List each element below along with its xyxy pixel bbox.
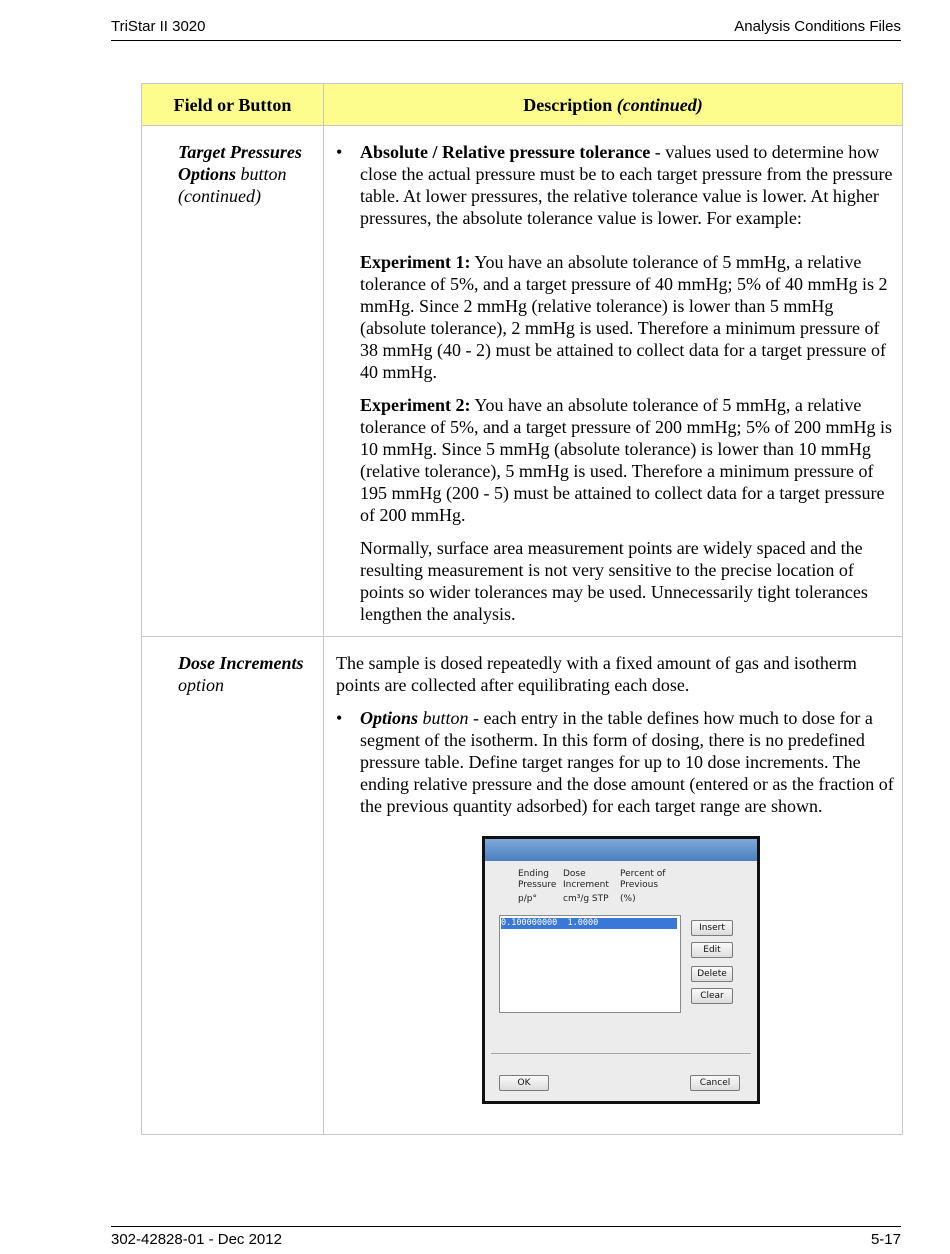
column-header-percent-previous: Percent of Previous (%) bbox=[620, 869, 666, 904]
page-header bbox=[111, 18, 901, 41]
list-item: • Options button - each entry in the table defines how much to dose for a segment of the isotherm. In this form of dosing, there is no predefined pressure table. Define target ranges for up to 10 dose increments. The ending relative pressure and the dose amount (entered or as the fraction of the previous quantity adsorbed) for each target range are shown. bbox=[336, 708, 894, 816]
description-cell bbox=[324, 637, 903, 1135]
col-header-description: Description (continued) bbox=[324, 84, 903, 126]
page-footer bbox=[111, 1226, 901, 1248]
header-product: TriStar II 3020 bbox=[111, 18, 206, 35]
col-header-field: Field or Button bbox=[142, 84, 324, 126]
example-2: Experiment 2: You have an absolute tolerance of 5 mmHg, a relative tolerance of 5%, and a target pressure of 200 mmHg; 5% of 200 mmHg is 10 mmHg. Since 5 mmHg (absolute tolerance) is lower than 10 mmHg (relative tolerance), 5 mmHg is used. Therefore a minimum pressure of 195 mmHg (200 - 5) must be attained to collect data for a target pressure of 200 mmHg. bbox=[360, 395, 893, 525]
insert-button[interactable]: Insert bbox=[691, 920, 733, 936]
table-row bbox=[142, 126, 903, 637]
column-header-ending-pressure: Ending Pressure p/p° bbox=[518, 869, 557, 904]
document-number: 302-42828-01 - Dec 2012 bbox=[111, 1231, 282, 1248]
dialog-window bbox=[482, 836, 760, 1104]
field-cell: Dose Increments option bbox=[142, 637, 324, 1135]
list-item: • Absolute / Relative pressure tolerance - values used to determine how close the actual pressure must be to each target pressure from the pressure table. At lower pressures, the relative tolerance value is lower. At higher pressures, the absolute tolerance value is lower. For example: bbox=[336, 142, 893, 228]
field-name: Target Pressures Options bbox=[178, 142, 302, 184]
column-header-dose-increment: Dose Increment cm³/g STP bbox=[563, 869, 609, 904]
intro-paragraph: The sample is dosed repeatedly with a fixed amount of gas and isotherm points are collected after equilibrating each dose. bbox=[336, 653, 857, 695]
dose-increments-dialog-screenshot bbox=[482, 836, 760, 1104]
cancel-button[interactable]: Cancel bbox=[690, 1075, 740, 1091]
dose-table-list[interactable] bbox=[499, 915, 681, 1013]
note-paragraph: Normally, surface area measurement points are widely spaced and the resulting measurement is not very sensitive to the precise location of points so wider tolerances may be used. Unnecessarily tight tolerances lengthen the analysis. bbox=[360, 538, 868, 624]
ok-button[interactable]: OK bbox=[499, 1075, 549, 1091]
field-description-table bbox=[141, 83, 903, 1135]
dialog-titlebar bbox=[485, 839, 757, 861]
selected-row[interactable]: 0.100000000 1.0000 bbox=[501, 918, 677, 929]
header-section: Analysis Conditions Files bbox=[734, 18, 901, 35]
field-name: Dose Increments bbox=[178, 653, 304, 673]
example-1: Experiment 1: You have an absolute tolerance of 5 mmHg, a relative tolerance of 5%, and a target pressure of 40 mmHg; 5% of 40 mmHg is 2 mmHg. Since 2 mmHg (relative tolerance) is lower than 5 mmHg (absolute tolerance), 2 mmHg is used. Therefore a minimum pressure of 38 mmHg (40 - 2) must be attained to collect data for a target pressure of 40 mmHg. bbox=[360, 252, 888, 382]
page-number: 5-17 bbox=[870, 1231, 901, 1248]
table-row bbox=[142, 637, 903, 1135]
divider bbox=[491, 1053, 751, 1054]
delete-button[interactable]: Delete bbox=[691, 966, 733, 982]
clear-button[interactable]: Clear bbox=[691, 988, 733, 1004]
description-cell bbox=[324, 126, 903, 637]
edit-button[interactable]: Edit bbox=[691, 942, 733, 958]
field-cell: Target Pressures Options button (continued) bbox=[142, 126, 324, 637]
